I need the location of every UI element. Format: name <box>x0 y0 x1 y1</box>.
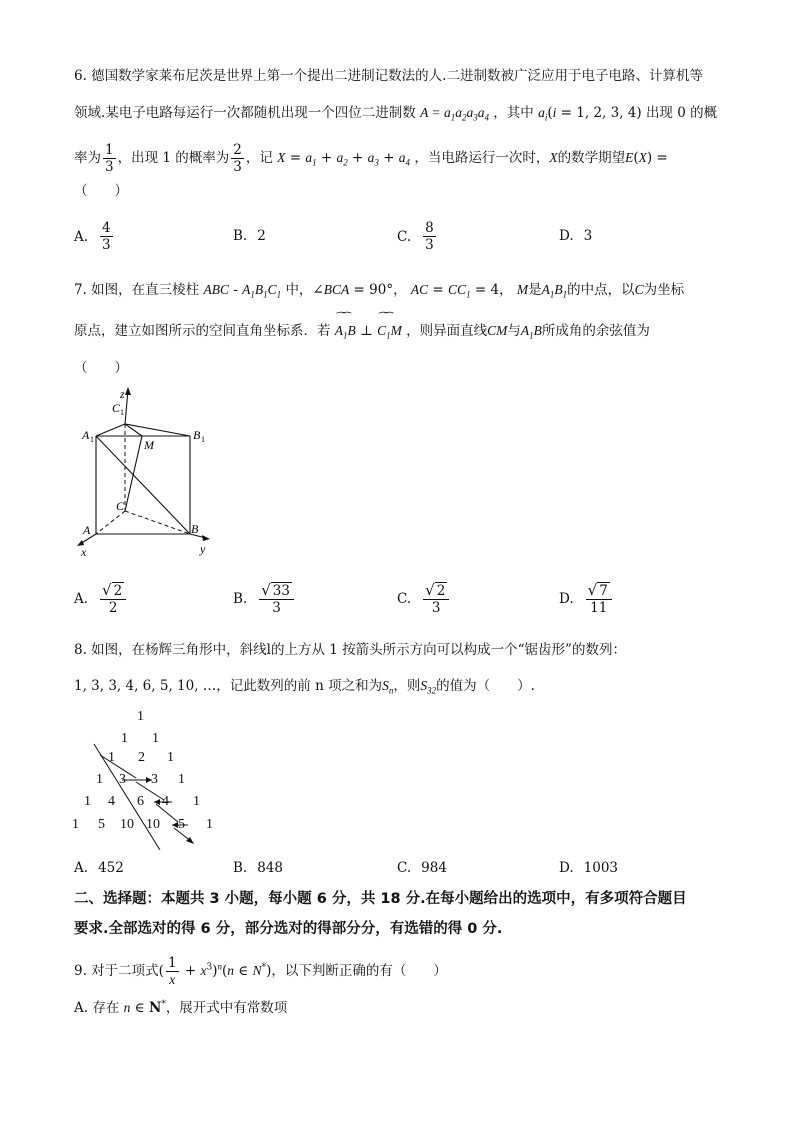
tri-r1-c1: 1 <box>152 731 159 746</box>
q7-option-a[interactable]: A. √ 2 2 <box>74 582 128 616</box>
point-c1-sub: 1 <box>120 408 124 417</box>
q8-option-b[interactable]: B. 848 <box>233 860 283 876</box>
point-b1-sub: 1 <box>201 435 205 444</box>
tri-r5-c3: 10 <box>146 817 160 832</box>
q8-option-a[interactable]: A. 452 <box>74 860 124 876</box>
tri-r4-c2: 6 <box>137 794 144 809</box>
axis-x-label: x <box>81 545 87 558</box>
q8-option-c[interactable]: C. 984 <box>397 860 447 876</box>
tri-r3-c1: 3 <box>119 772 126 787</box>
point-m-label: M <box>144 438 154 452</box>
axis-y-label: y <box>200 542 206 556</box>
tri-r5-c0: 1 <box>72 817 79 832</box>
point-b-label: B <box>191 522 199 536</box>
tri-r5-c5: 1 <box>206 817 213 832</box>
q8-line2: 1, 3, 3, 4, 6, 5, 10, …，记此数列的前 n 项之和为$S_n$，则$S_{32}$的值为（ ）. <box>74 678 535 696</box>
q7-line1: 7. 如图，在直三棱柱 ABC - $A_1B_1C_1$ 中，∠BCA = 90°， AC = $CC_1 = 4$， M是$A_1B_1$的中点，以C为坐标 <box>74 282 685 300</box>
tri-r3-c0: 1 <box>96 772 103 787</box>
tri-r5-c2: 10 <box>120 817 134 832</box>
point-a1-label: A <box>82 428 90 442</box>
pascal-triangle <box>60 700 240 850</box>
q6-answer-paren: （ ） <box>74 183 128 199</box>
q6-line1: 6. 德国数学家莱布尼茨是世界上第一个提出二进制记数法的人.二进制数被广泛应用于电子电路、计算机等 <box>74 68 703 84</box>
point-a-label: A <box>83 523 91 537</box>
tri-r4-c3: 4 <box>162 794 169 809</box>
point-c1-label: C <box>112 401 121 415</box>
section2-heading-line1: 二、选择题：本题共 3 小题，每小题 6 分，共 18 分.在每小题给出的选项中，有多项符合题目 <box>74 891 687 907</box>
q8-option-d[interactable]: D. 1003 <box>559 860 618 876</box>
section2-heading-line2: 要求.全部选对的得 6 分，部分选对的得部分分，有选错的得 0 分. <box>74 921 503 937</box>
tri-r4-c1: 4 <box>108 794 115 809</box>
axis-z-label: z <box>120 387 125 401</box>
tri-r1-c0: 1 <box>121 731 128 746</box>
tri-r3-c2: 3 <box>151 772 158 787</box>
point-a1-sub: 1 <box>90 435 94 444</box>
tri-r2-c0: 1 <box>108 750 115 765</box>
q9-option-a[interactable]: A. 存在 n ∈ N*，展开式中有常数项 <box>74 999 288 1016</box>
point-c-label: C <box>116 499 125 513</box>
q7-answer-paren: （ ） <box>74 360 128 376</box>
tri-r2-c2: 1 <box>167 750 174 765</box>
q7-option-b[interactable]: B. √ 33 3 <box>233 582 296 616</box>
q9-line1: 9. 对于二项式( $\frac{1}{x}$ + $x^3)^n(n$ ∈ N*)，以下判断正确的有（ ） <box>74 955 447 987</box>
tri-r5-c4: 5 <box>178 817 185 832</box>
q6-option-d[interactable]: D. 3 <box>559 228 593 244</box>
tri-r0-c0: 1 <box>137 709 144 724</box>
tri-r3-c3: 1 <box>178 772 185 787</box>
q7-line2: 原点，建立如图所示的空间直角坐标系．若 ⁀⁀ $A_1B$ ⊥ ⁀⁀ $C_1M$ ，则异面直线CM与$A_1B$所成角的余弦值为 <box>74 321 650 341</box>
tri-r4-c0: 1 <box>84 794 91 809</box>
q8-line1: 8. 如图，在杨辉三角形中，斜线l的上方从 1 按箭头所示方向可以构成一个“锯齿形”的数列： <box>74 642 626 658</box>
q7-option-d[interactable]: D. √ 7 11 <box>559 582 614 616</box>
q6-option-c[interactable]: C. $\frac{8}{3}$ <box>397 220 434 253</box>
tri-r4-c4: 1 <box>193 794 200 809</box>
tri-r2-c1: 2 <box>138 750 145 765</box>
point-b1-label: B <box>193 428 201 442</box>
prism-figure <box>72 386 222 558</box>
q6-line2: 领域.某电子电路每运行一次都随机出现一个四位二进制数 $A = a_1a_2a_3a_4$ ，其中 $a_i(i = 1$, 2, 3, 4) 出现 0 的概 <box>74 105 718 123</box>
q7-option-c[interactable]: C. √ 2 3 <box>397 582 451 616</box>
tri-r5-c1: 5 <box>98 817 105 832</box>
q6-line3: 率为 $\frac{1}{3}$ ，出现 1 的概率为 $\frac{2}{3}$ ，记 $X = a_1 + a_2 + a_3 + a_4$ ，当电路运行一次时，X的数学期望E(X) = <box>74 142 668 175</box>
q6-option-a[interactable]: A. $\frac{4}{3}$ <box>74 220 111 253</box>
q6-option-b[interactable]: B. 2 <box>233 228 266 244</box>
